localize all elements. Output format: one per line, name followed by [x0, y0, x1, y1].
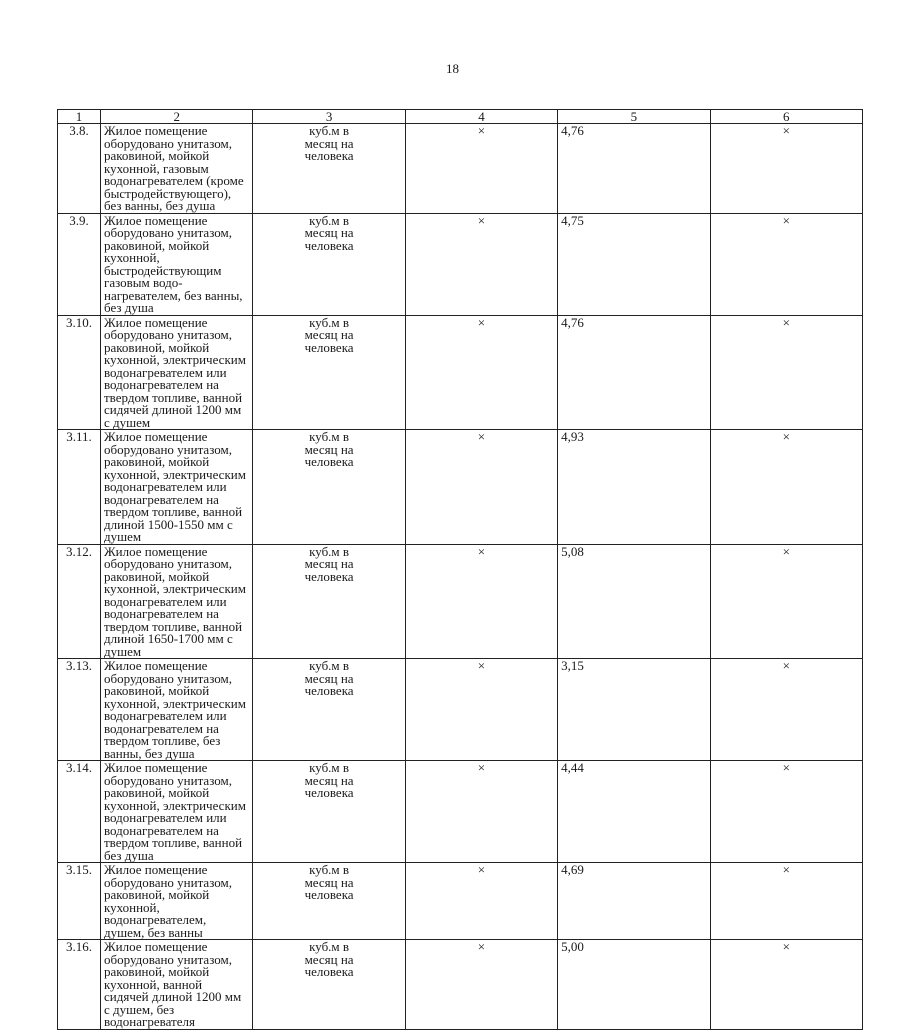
row-norm-value: 4,76 — [558, 315, 710, 430]
row-norm-value: 4,44 — [558, 761, 710, 863]
row-unit — [253, 213, 405, 315]
table-row — [58, 863, 863, 940]
row-description: Жилое помещение оборудовано унитазом, раковиной, мойкой кухонной, электрическим водонагревателем или водонагревателем на твердом топливе, ванной сидячей длиной 1200 мм с душем — [101, 315, 253, 430]
row-norm-value: 3,15 — [558, 659, 710, 761]
row-norm-value: 5,08 — [558, 544, 710, 659]
row-unit — [253, 430, 405, 545]
row-unit — [253, 124, 405, 214]
row-col6-mark: × — [710, 659, 862, 761]
row-col4-mark: × — [405, 213, 557, 315]
row-col4-mark: × — [405, 124, 557, 214]
row-number: 3.16. — [58, 940, 101, 1030]
row-description: Жилое помещение оборудовано унитазом, раковиной, мойкой кухонной, газовым водонагревателем (кроме быстродействующего), без ванны, без душа — [101, 124, 253, 214]
table-row — [58, 124, 863, 214]
row-number: 3.8. — [58, 124, 101, 214]
unit-text: куб.м в месяц на человека — [304, 760, 354, 800]
row-col4-mark: × — [405, 761, 557, 863]
row-col4-mark: × — [405, 315, 557, 430]
consumption-norms-table — [57, 109, 863, 1030]
row-col6-mark: × — [710, 544, 862, 659]
row-number: 3.14. — [58, 761, 101, 863]
row-number: 3.13. — [58, 659, 101, 761]
row-unit — [253, 544, 405, 659]
unit-text: куб.м в месяц на человека — [304, 314, 354, 355]
row-number: 3.9. — [58, 213, 101, 315]
page-number: 18 — [446, 61, 459, 76]
row-col4-mark: × — [405, 430, 557, 545]
row-col6-mark: × — [710, 863, 862, 940]
column-header-3: 3 — [253, 110, 405, 124]
row-col6-mark: × — [710, 940, 862, 1030]
row-norm-value: 4,69 — [558, 863, 710, 940]
row-norm-value: 4,93 — [558, 430, 710, 545]
row-norm-value: 4,76 — [558, 124, 710, 214]
row-description: Жилое помещение оборудовано унитазом, раковиной, мойкой кухонной, электрическим водонагревателем или водонагревателем на твердом топливе, ванной длиной 1650-1700 мм с душем — [101, 544, 253, 659]
row-description: Жилое помещение оборудовано унитазом, раковиной, мойкой кухонной, ванной сидячей длиной 1200 мм с душем, без водонагревателя — [101, 940, 253, 1030]
row-col4-mark: × — [405, 863, 557, 940]
row-col6-mark: × — [710, 430, 862, 545]
row-description: Жилое помещение оборудовано унитазом, раковиной, мойкой кухонной, электрическим водонагревателем или водонагревателем на твердом топливе, без ванны, без душа — [101, 659, 253, 761]
unit-text: куб.м в месяц на человека — [304, 212, 354, 253]
row-norm-value: 4,75 — [558, 213, 710, 315]
unit-text: куб.м в месяц на человека — [304, 862, 354, 902]
row-description: Жилое помещение оборудовано унитазом, раковиной, мойкой кухонной, электрическим водонагревателем или водонагревателем на твердом топливе, ванной без душа — [101, 761, 253, 863]
row-col6-mark: × — [710, 124, 862, 214]
row-unit — [253, 940, 405, 1030]
row-unit — [253, 315, 405, 430]
table-row — [58, 544, 863, 659]
row-col4-mark: × — [405, 544, 557, 659]
row-col6-mark: × — [710, 315, 862, 430]
unit-text: куб.м в месяц на человека — [304, 123, 354, 163]
row-col4-mark: × — [405, 940, 557, 1030]
row-description: Жилое помещение оборудовано унитазом, раковиной, мойкой кухонной, электрическим водонагревателем или водонагревателем на твердом топливе, ванной длиной 1500-1550 мм с душем — [101, 430, 253, 545]
unit-text: куб.м в месяц на человека — [304, 543, 354, 584]
unit-text: куб.м в месяц на человека — [304, 658, 354, 698]
table-row — [58, 430, 863, 545]
table-row — [58, 315, 863, 430]
row-norm-value: 5,00 — [558, 940, 710, 1030]
unit-text: куб.м в месяц на человека — [304, 429, 354, 469]
column-header-6: 6 — [710, 110, 862, 124]
row-col4-mark: × — [405, 659, 557, 761]
row-number: 3.15. — [58, 863, 101, 940]
column-header-4: 4 — [405, 110, 557, 124]
table-header-row — [58, 110, 863, 124]
table-row — [58, 761, 863, 863]
column-header-5: 5 — [558, 110, 710, 124]
table-row — [58, 659, 863, 761]
row-unit — [253, 761, 405, 863]
row-col6-mark: × — [710, 213, 862, 315]
row-number: 3.12. — [58, 544, 101, 659]
column-header-2: 2 — [101, 110, 253, 124]
table-row — [58, 940, 863, 1030]
row-col6-mark: × — [710, 761, 862, 863]
row-unit — [253, 863, 405, 940]
row-description: Жилое помещение оборудовано унитазом, раковиной, мойкой кухонной, быстродействующим газовым водо-нагревателем, без ванны, без душа — [101, 213, 253, 315]
row-description: Жилое помещение оборудовано унитазом, раковиной, мойкой кухонной, водонагревателем, душем, без ванны — [101, 863, 253, 940]
table-row — [58, 213, 863, 315]
row-unit — [253, 659, 405, 761]
column-header-1: 1 — [58, 110, 101, 124]
row-number: 3.10. — [58, 315, 101, 430]
unit-text: куб.м в месяц на человека — [304, 939, 354, 979]
row-number: 3.11. — [58, 430, 101, 545]
